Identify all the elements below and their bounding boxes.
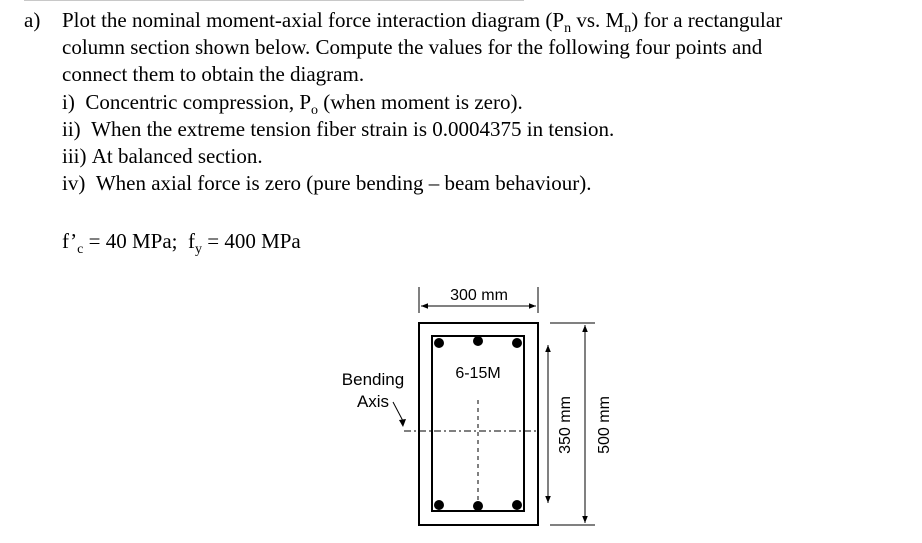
item-4-number: iv) bbox=[62, 171, 86, 195]
rebar-label: 6-15M bbox=[455, 365, 501, 382]
outer-height-label: 500 mm bbox=[596, 396, 613, 454]
bending-axis-label-2: Axis bbox=[356, 392, 390, 411]
problem-line-3: connect them to obtain the diagram. bbox=[62, 62, 365, 86]
stirrup bbox=[432, 336, 524, 511]
width-label: 300 mm bbox=[450, 287, 508, 304]
rebar-top-right bbox=[512, 338, 522, 348]
item-2-number: ii) bbox=[62, 117, 81, 141]
problem-line-1: Plot the nominal moment-axial force interaction diagram ($P_n$ vs. $M_n$) for a rectangular bbox=[62, 8, 783, 36]
rebar-bottom-left bbox=[434, 500, 444, 510]
item-3-text: At balanced section. bbox=[91, 144, 263, 168]
item-3-number: iii) bbox=[62, 144, 87, 168]
material-properties: $f’_c = 40$ MPa; $f_y = 400$ MPa bbox=[62, 229, 301, 257]
item-1-number: i) bbox=[62, 90, 75, 114]
inner-height-label: 350 mm bbox=[557, 396, 574, 454]
rebar-top-left bbox=[434, 338, 444, 348]
problem-line-2: column section shown below. Compute the values for the following four points and bbox=[62, 35, 763, 59]
rebar-top-middle bbox=[473, 336, 483, 346]
rebar-bottom-middle bbox=[473, 501, 483, 511]
bending-axis-label-1: Bending bbox=[341, 370, 405, 389]
item-1: i) Concentric compression, $P_o$ (when moment is zero). bbox=[62, 90, 523, 118]
bending-axis-leader bbox=[393, 402, 406, 427]
problem-label: a) bbox=[24, 8, 41, 32]
top-rebars bbox=[434, 336, 522, 348]
rebar-bottom-right bbox=[512, 500, 522, 510]
item-4-text: When axial force is zero (pure bending – beam behaviour). bbox=[95, 171, 592, 195]
item-2-text: When the extreme tension fiber strain is 0.0004375 in tension. bbox=[91, 117, 615, 141]
bottom-rebars bbox=[434, 500, 522, 511]
